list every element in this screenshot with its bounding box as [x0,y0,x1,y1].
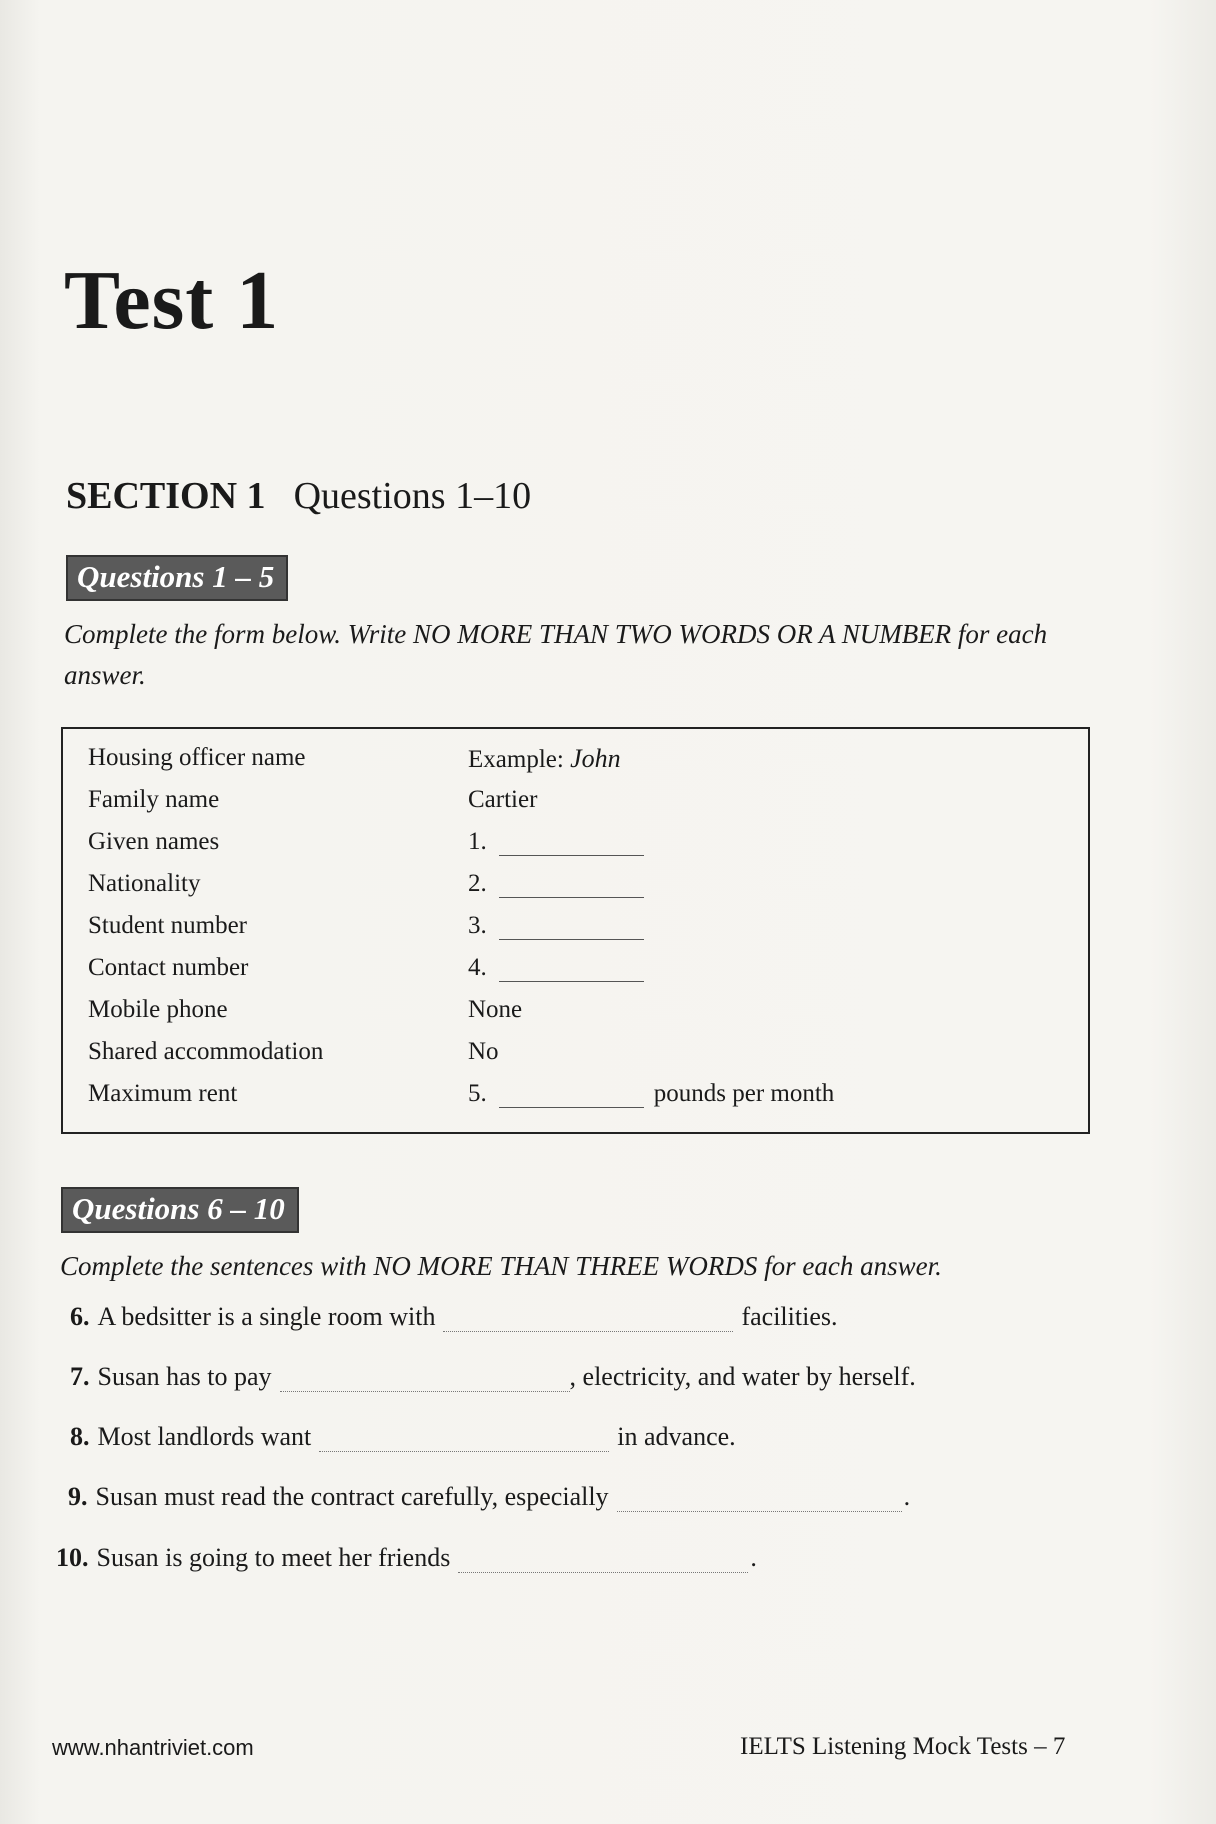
questions-1-5-header: Questions 1 – 5 [66,555,288,601]
form-value [468,744,621,774]
form-label: Family name [88,786,220,813]
form-row [63,996,1088,1038]
form-value [468,1080,834,1108]
example-answer: John [570,744,621,773]
sentence-text-after: facilities. [741,1302,838,1331]
form-row [63,744,1088,786]
question-number: 5. [468,1080,487,1107]
sentence-text: Susan is going to meet her friends [96,1543,451,1572]
question-number: 1. [468,828,487,855]
answer-blank[interactable] [499,919,644,940]
sentence-item [68,1482,910,1512]
sentence-item [56,1543,757,1573]
form-value [468,912,644,940]
form-instructions: Complete the form below. Write NO MORE THAN TWO WORDS OR A NUMBER for each answer. [64,619,1048,690]
answer-blank[interactable] [443,1309,733,1332]
form-label: Nationality [88,870,201,897]
section-heading [66,474,531,518]
form-value [468,828,644,856]
sentence-text-after: , electricity, and water by herself. [569,1362,916,1391]
form-row [63,870,1088,912]
question-number: 7. [70,1362,90,1391]
form-row [63,954,1088,996]
form-label: Contact number [88,954,249,981]
question-number: 9. [68,1482,88,1511]
sentence-text-after: in advance. [617,1422,736,1451]
form-label: Given names [88,828,220,855]
form-value [468,870,644,898]
answer-blank[interactable] [319,1429,609,1452]
form-label: Housing officer name [88,744,306,771]
sentence-text: A bedsitter is a single room with [97,1302,436,1331]
form-row [63,1080,1088,1122]
form-row [63,912,1088,954]
answer-blank[interactable] [499,1087,644,1108]
form-row [63,828,1088,870]
form-label: Shared accommodation [88,1038,324,1065]
sentence-text: Susan must read the contract carefully, especially [95,1482,609,1511]
question-number: 2. [468,870,487,897]
form-label: Mobile phone [88,996,228,1023]
sentence-text-after: . [750,1543,757,1572]
form-row [63,1038,1088,1080]
sentence-item [70,1302,837,1332]
answer-blank[interactable] [499,835,644,856]
question-number: 3. [468,912,487,939]
form-value [468,954,644,982]
form-label: Student number [88,912,248,939]
section-label: SECTION 1 [66,475,266,517]
answer-blank[interactable] [458,1550,748,1573]
form-value: Cartier [468,786,538,813]
footer-website: www.nhantriviet.com [52,1735,254,1760]
questions-6-10-header: Questions 6 – 10 [61,1187,299,1233]
sentence-item [70,1422,736,1452]
question-number: 10. [56,1543,89,1572]
form-value: None [468,996,523,1023]
form-row [63,786,1088,828]
form-value: No [468,1038,499,1065]
form-table [61,727,1090,1134]
sentence-text: Most landlords want [97,1422,312,1451]
question-number: 8. [70,1422,90,1451]
answer-blank[interactable] [499,961,644,982]
sentence-instructions: Complete the sentences with NO MORE THAN THREE WORDS for each answer. [60,1251,942,1281]
page-title: Test 1 [64,254,280,347]
answer-blank[interactable] [280,1369,570,1392]
sentence-item [70,1362,916,1392]
answer-blank[interactable] [617,1489,902,1512]
footer-book-title: IELTS Listening Mock Tests – 7 [740,1733,1066,1760]
form-label: Maximum rent [88,1080,238,1107]
question-number: 4. [468,954,487,981]
section-questions: Questions 1–10 [293,475,532,517]
example-prefix: Example: [468,746,564,773]
rent-unit: pounds per month [653,1080,835,1107]
sentence-text: Susan has to pay [97,1362,272,1391]
question-number: 6. [70,1302,90,1331]
sentence-text-after: . [903,1482,911,1511]
answer-blank[interactable] [499,877,644,898]
